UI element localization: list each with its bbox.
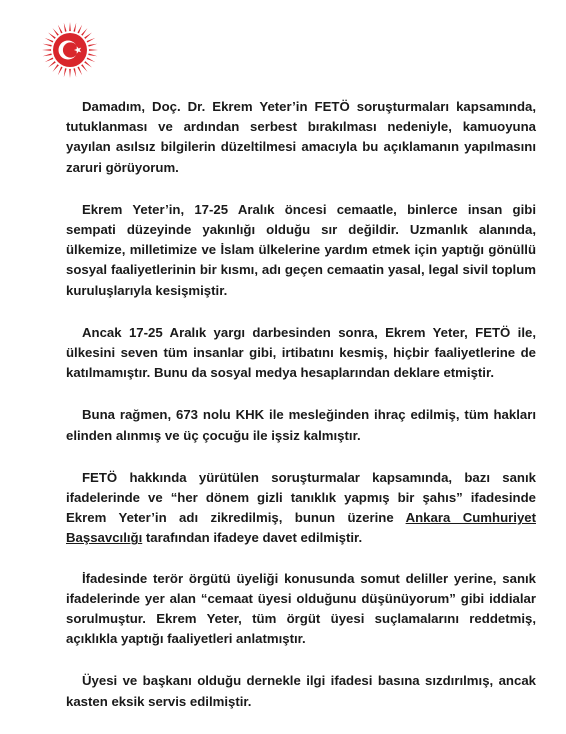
paragraph-7: Üyesi ve başkanı olduğu dernekle ilgi ifadesi basına sızdırılmış, ancak kasten eksik servis edilmiştir. bbox=[66, 673, 536, 709]
emblem-graphic bbox=[41, 21, 99, 79]
paragraph-5 bbox=[66, 468, 536, 549]
paragraph-6: İfadesinde terör örgütü üyeliği konusunda somut deliller yerine, sanık ifadelerinde yer alan “cemaat üyesi olduğunu düşünüyorum” gibi iddialar sorulmuştur. Ekrem Yeter, tüm örgüt üyesi suçlamalarını reddetmiş, açıklıkla yaptığı faaliyetleri anlatmıştır. bbox=[66, 570, 536, 647]
paragraph-3: Ancak 17-25 Aralık yargı darbesinden sonra, Ekrem Yeter, FETÖ ile, ülkesini seven tüm insanlar gibi, irtibatını kesmiş, hiçbir faaliyetlerine de katılmamıştır. Bunu da sosyal medya hesaplarından deklare etmiştir. bbox=[66, 324, 536, 381]
ankara-prosecutor-link[interactable]: Ankara Cumhuriyet Başsavcılığı bbox=[66, 510, 537, 546]
paragraph-2: Ekrem Yeter’in, 17-25 Aralık öncesi cemaatle, binlerce insan gibi sempati düzeyinde yakınlığı olduğu sır değildir. Uzmanlık alanında, ülkemize, milletimize ve İslam ülkelerine yardım etmek için yaptığı gönüllü sosyal faaliyetlerinin bir kısmı, adı geçen cemaatin yasal, legal sivil toplum kuruluşlarıyla kesişmiştir. bbox=[66, 201, 536, 298]
tbmm-emblem-icon bbox=[41, 21, 99, 79]
paragraph-5-text-after: tarafından ifadeye davet edilmiştir. bbox=[142, 530, 363, 546]
paragraph-5-text-before: FETÖ hakkında yürütülen soruşturmalar kapsamında, bazı sanık ifadelerinde ve “her dönem gizli tanıklık yapmış bir şahıs” ifadesinde Ekrem Yeter’in adı zikredilmiş, bunun üzerine bbox=[66, 469, 536, 526]
paragraph-4: Buna rağmen, 673 nolu KHK ile mesleğinden ihraç edilmiş, tüm hakları elinden alınmış ve üç çocuğu ile işsiz kalmıştır. bbox=[66, 407, 536, 443]
paragraph-1: Damadım, Doç. Dr. Ekrem Yeter’in FETÖ soruşturmaları kapsamında, tutuklanması ve ardından serbest bırakılması nedeniyle, kamuoyuna yayılan asılsız bilgilerin düzeltilmesi amacıyla bu açıklamanın yapılmasını zaruri görüyorum. bbox=[66, 99, 536, 175]
statement-body bbox=[66, 97, 536, 734]
